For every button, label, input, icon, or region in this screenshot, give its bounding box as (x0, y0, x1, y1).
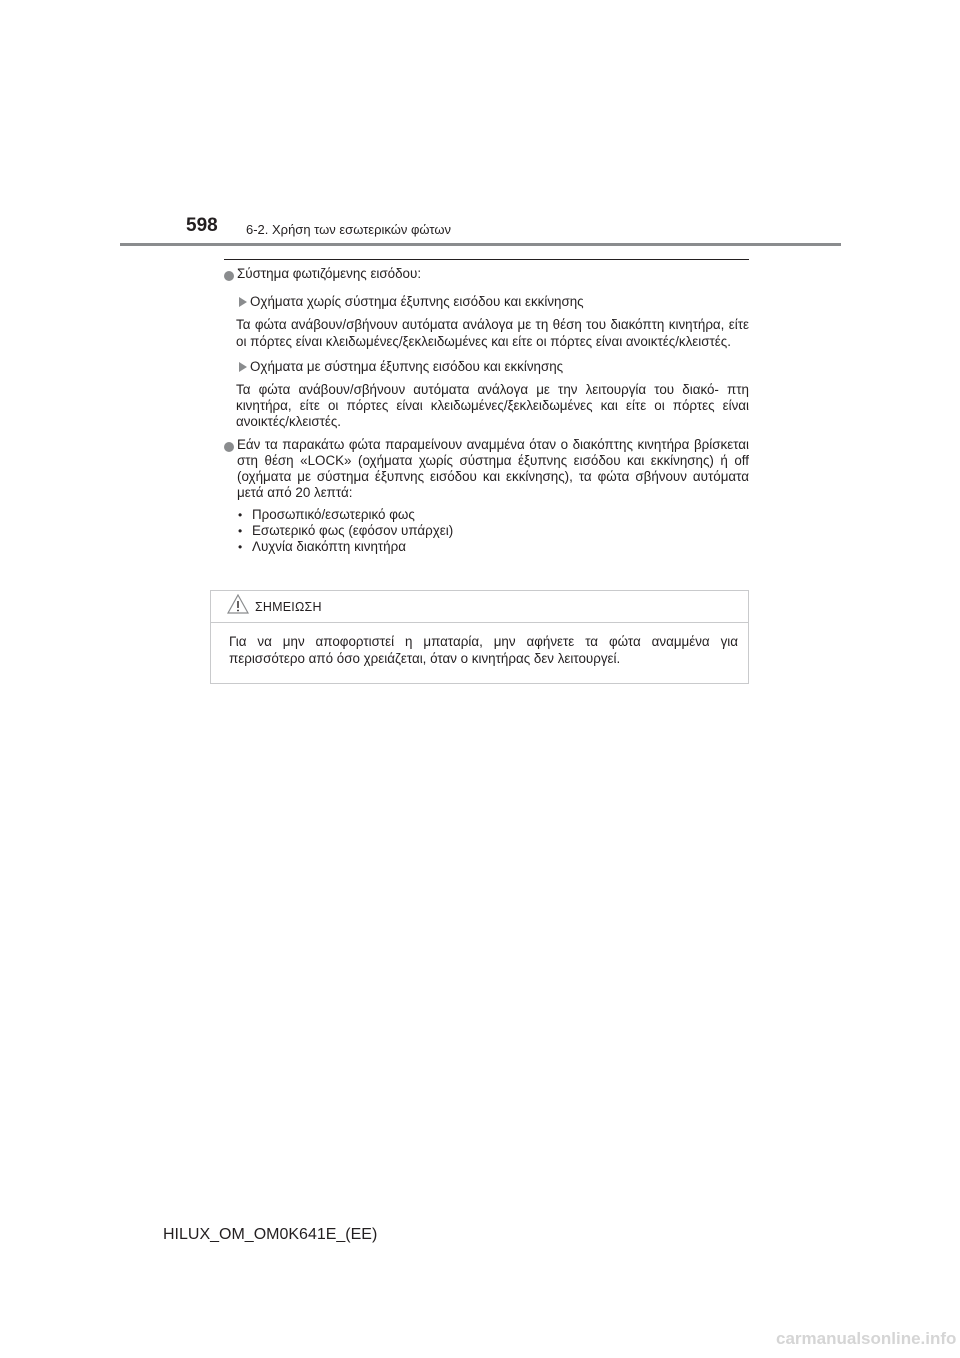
bullet-dot-icon (224, 271, 234, 281)
notice-label: ΣΗΜΕΙΩΣΗ (255, 599, 322, 614)
subheading-label: Οχήματα με σύστημα έξυπνης εισόδου και εκκίνησης (250, 358, 564, 374)
header-divider (120, 243, 841, 246)
list-item: • Εσωτερικό φως (εφόσον υπάρχει) (238, 523, 749, 539)
warning-triangle-icon (227, 594, 249, 619)
notice-box (210, 590, 749, 684)
triangle-right-icon (239, 362, 247, 372)
subheading-without-smart-entry (224, 294, 749, 310)
notice-text: Για να μην αποφορτιστεί η μπαταρία, μην αφήνετε τα φώτα αναμμένα για περισσότερο από όσο χρειάζεται, όταν ο κινητήρας δεν λειτουργεί. (229, 634, 738, 666)
bullet-dot-icon (224, 442, 234, 452)
paragraph-with-smart-entry: Τα φώτα ανάβουν/σβήνουν αυτόματα ανάλογα με την λειτουργία του διακό- πτη κινητήρα, είτε οι πόρτες είναι κλειδωμένες/ξεκλειδωμένες και είτε οι πόρτες είναι ανοικτές/κλειστές. (236, 382, 749, 430)
page-number: 598 (186, 215, 218, 236)
document-code: HILUX_OM_OM0K641E_(EE) (163, 1226, 378, 1243)
list-item: • Λυχνία διακόπτη κινητήρα (238, 539, 749, 555)
section-title: 6-2. Χρήση των εσωτερικών φώτων (246, 222, 451, 237)
auto-off-text: Εάν τα παρακάτω φώτα παραμείνουν αναμμένα όταν ο διακόπτης κινητήρα βρίσκεται στη θέση «LOCK» (οχήματα χωρίς σύστημα έξυπνης εισόδου και εκκίνησης) ή off (οχήματα με σύστημα έξυπνης εισόδου και εκκίνησης), τα φώτα σβήνουν αυτόματα μετά από 20 λεπτά: (237, 436, 749, 501)
triangle-right-icon (239, 297, 247, 307)
subheading-label: Οχήματα χωρίς σύστημα έξυπνης εισόδου και εκκίνησης (250, 294, 584, 310)
notice-header (211, 591, 748, 623)
bullet-entry-lighting-system (224, 266, 749, 285)
subheading-with-smart-entry (224, 359, 749, 375)
bullet-title: Σύστημα φωτιζόμενης εισόδου: (237, 266, 422, 281)
paragraph-without-smart-entry: Τα φώτα ανάβουν/σβήνουν αυτόματα ανάλογα με τη θέση του διακόπτη κινητήρα, είτε οι πόρτες είναι κλειδωμένες/ξεκλειδωμένες και είτε οι πόρτες είναι ανοικτές/κλειστές. (236, 317, 749, 349)
list-item: • Προσωπικό/εσωτερικό φως (238, 507, 749, 523)
bullet-auto-off (224, 437, 749, 502)
main-content (224, 266, 749, 555)
content-divider (224, 259, 749, 260)
watermark: carmanualsonline.info (776, 1329, 957, 1348)
lights-list (224, 507, 749, 555)
